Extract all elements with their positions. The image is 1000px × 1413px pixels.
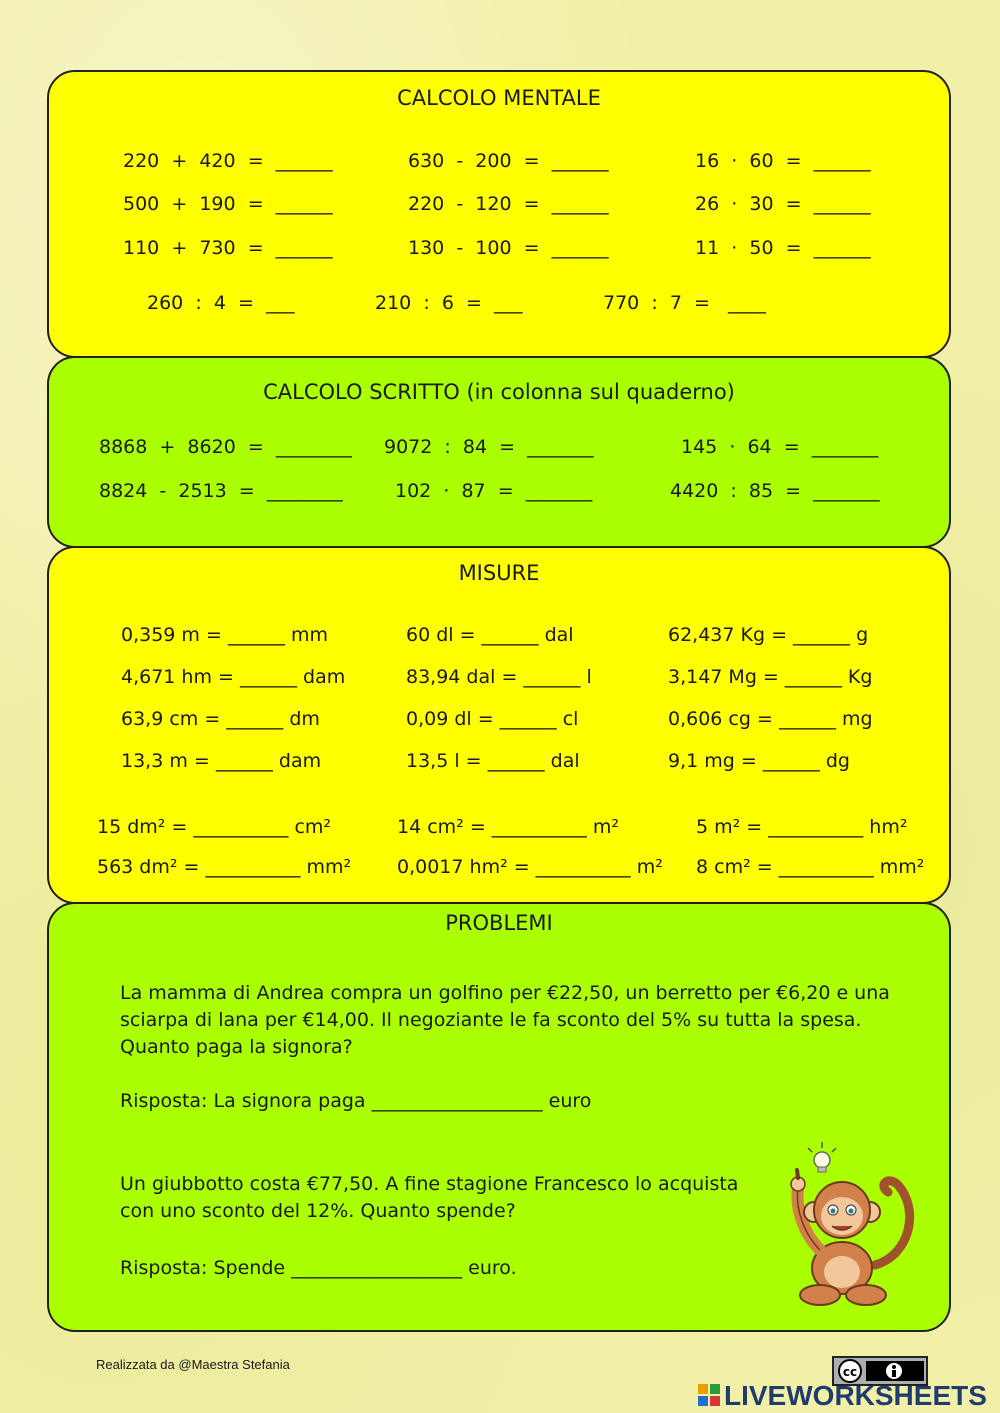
problem-1-text: La mamma di Andrea compra un golfino per €22,50, un berretto per €6,20 e una sciarpa di lana per €14,00. Il negoziante le fa sconto del 5% su tutta la spesa. Quanto paga la signora? xyxy=(120,982,890,1058)
exercise: 8 cm² = __________ mm² xyxy=(696,856,925,878)
exercise: 0,0017 hm² = __________ m² xyxy=(397,856,663,878)
exercise: 0,359 m = ______ mm xyxy=(121,624,328,646)
misure-panel xyxy=(47,546,951,904)
exercise: 3,147 Mg = ______ Kg xyxy=(668,666,873,688)
exercise: 63,9 cm = ______ dm xyxy=(121,708,320,730)
exercise: 62,437 Kg = ______ g xyxy=(668,624,869,646)
exercise: 11 · 50 = ______ xyxy=(695,237,871,259)
exercise: 130 - 100 = ______ xyxy=(408,237,609,259)
problem-1-answer: Risposta: La signora paga __________________ euro xyxy=(120,1090,592,1112)
exercise: 9,1 mg = ______ dg xyxy=(668,750,850,772)
svg-text:cc: cc xyxy=(842,1365,858,1379)
calcolo-mentale-panel xyxy=(47,70,951,358)
exercise: 220 - 120 = ______ xyxy=(408,193,609,215)
calcolo-scritto-panel xyxy=(47,356,951,548)
liveworksheets-logo-icon xyxy=(698,1384,720,1408)
exercise: 770 : 7 = ____ xyxy=(603,292,767,314)
exercise: 14 cm² = __________ m² xyxy=(397,816,619,838)
exercise: 9072 : 84 = _______ xyxy=(384,436,594,458)
section-title: PROBLEMI xyxy=(445,911,553,935)
lightbulb-icon xyxy=(808,1142,836,1172)
exercise: 4,671 hm = ______ dam xyxy=(121,666,346,688)
exercise: 500 + 190 = ______ xyxy=(123,193,333,215)
exercise: 630 - 200 = ______ xyxy=(408,150,609,172)
exercise: 102 · 87 = _______ xyxy=(395,480,593,502)
problem-2-answer: Risposta: Spende __________________ euro. xyxy=(120,1257,517,1279)
exercise: 15 dm² = __________ cm² xyxy=(97,816,332,838)
section-title: CALCOLO MENTALE xyxy=(397,86,601,110)
section-title: CALCOLO SCRITTO (in colonna sul quaderno) xyxy=(263,380,735,404)
exercise: 0,09 dl = ______ cl xyxy=(406,708,579,730)
exercise: 13,3 m = ______ dam xyxy=(121,750,322,772)
exercise: 4420 : 85 = _______ xyxy=(670,480,880,502)
exercise: 13,5 l = ______ dal xyxy=(406,750,580,772)
exercise: 8868 + 8620 = ________ xyxy=(99,436,352,458)
exercise: 210 : 6 = ___ xyxy=(375,292,523,314)
brand-logo-text: LIVEWORKSHEETS xyxy=(724,1380,987,1411)
footer-credit: Realizzata da @Maestra Stefania xyxy=(96,1357,290,1372)
exercise: 16 · 60 = ______ xyxy=(695,150,871,172)
exercise: 145 · 64 = _______ xyxy=(681,436,879,458)
exercise: 83,94 dal = ______ l xyxy=(406,666,592,688)
exercise: 60 dl = ______ dal xyxy=(406,624,574,646)
section-title: MISURE xyxy=(458,561,540,585)
exercise: 0,606 cg = ______ mg xyxy=(668,708,873,730)
exercise: 110 + 730 = ______ xyxy=(123,237,333,259)
exercise: 8824 - 2513 = ________ xyxy=(99,480,343,502)
exercise: 260 : 4 = ___ xyxy=(147,292,295,314)
monkey-mascot-icon xyxy=(770,1140,915,1315)
exercise: 220 + 420 = ______ xyxy=(123,150,333,172)
problem-2-text: Un giubbotto costa €77,50. A fine stagione Francesco lo acquista con uno sconto del 12%. Quanto spende? xyxy=(120,1173,739,1222)
exercise: 5 m² = __________ hm² xyxy=(696,816,908,838)
exercise: 26 · 30 = ______ xyxy=(695,193,871,215)
exercise: 563 dm² = __________ mm² xyxy=(97,856,352,878)
